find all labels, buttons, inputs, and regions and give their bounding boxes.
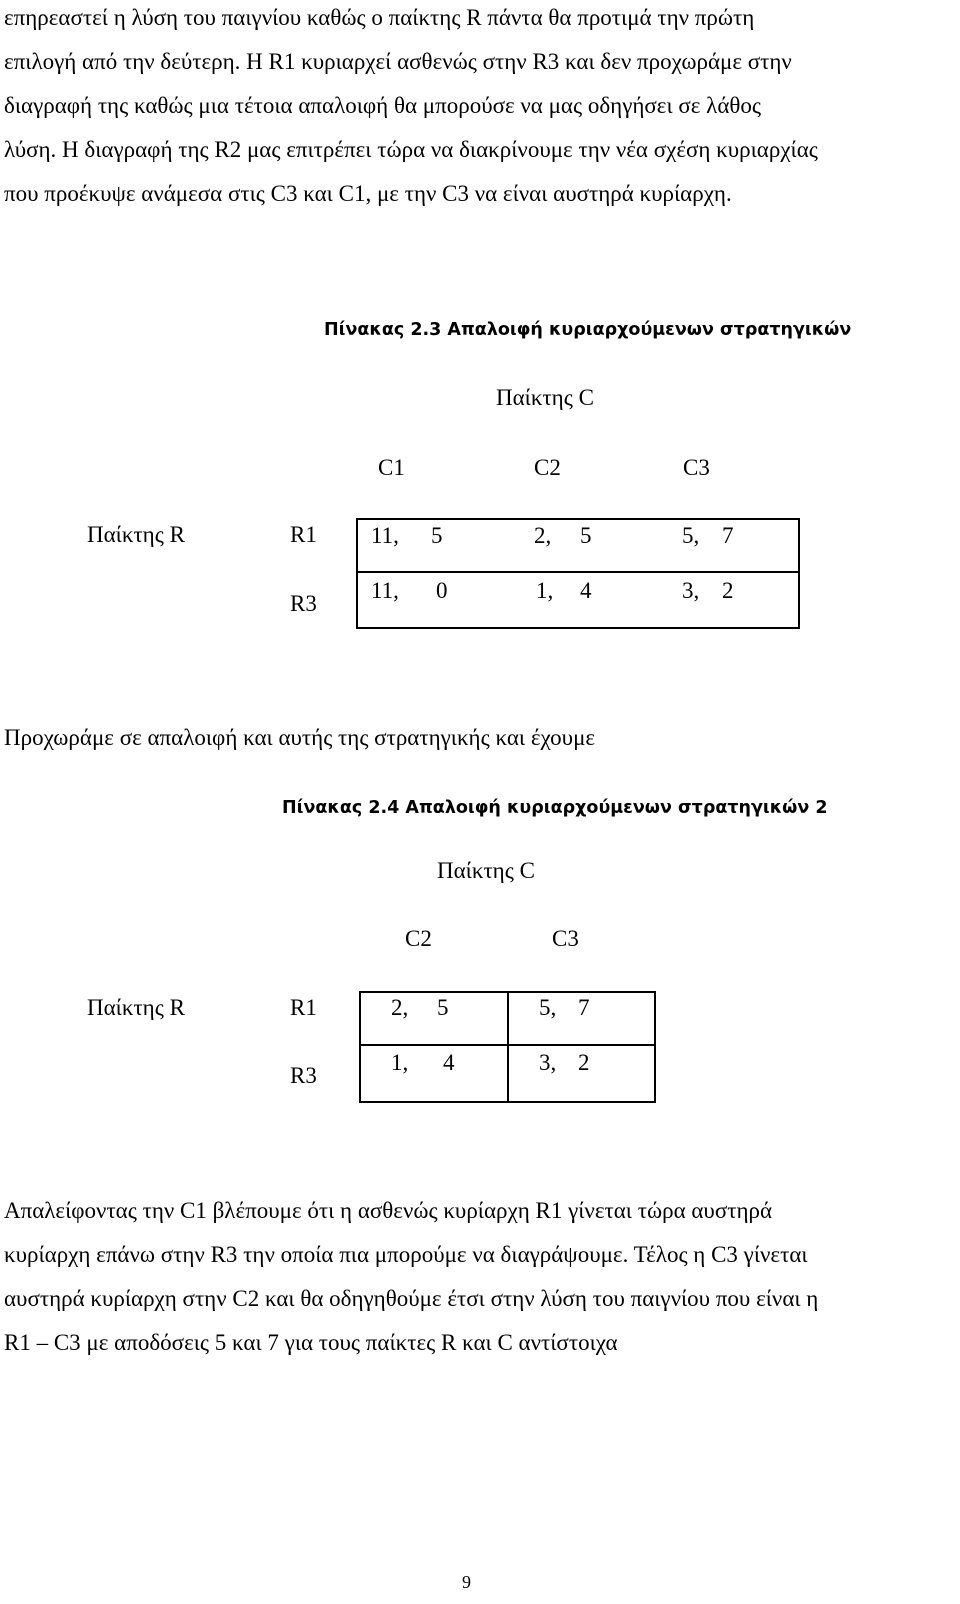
table-2-4-cell-r3-c3-b: 2 <box>578 1050 590 1075</box>
intro-line-2: επιλογή από την δεύτερη. Η R1 κυριαρχεί ασθενώς στην R3 και δεν προχωράμε στην <box>4 49 792 74</box>
table-2-4-cell-r1-c3-b: 7 <box>578 995 590 1020</box>
intro-line-4: λύση. Η διαγραφή της R2 μας επιτρέπει τώρα να διακρίνουμε την νέα σχέση κυριαρχίας <box>4 137 818 162</box>
intro-line-3: διαγραφή της καθώς μια τέτοια απαλοιφή θα μπορούσε να μας οδηγήσει σε λάθος <box>4 93 762 118</box>
table-2-4-cell-r3-c3-a: 3, <box>539 1050 557 1075</box>
table-2-4-col-divider <box>507 991 509 1103</box>
table-2-3-col-c1: C1 <box>378 455 405 480</box>
table-2-4-cell-r1-c3-a: 5, <box>539 995 557 1020</box>
table-2-3-col-player: Παίκτης C <box>496 385 594 410</box>
table-2-3-cell-r3-c3-a: 3, <box>682 578 700 603</box>
table-2-4-row-player: Παίκτης R <box>87 995 185 1020</box>
table-2-3-caption: Πίνακας 2.3 Απαλοιφή κυριαρχούμενων στρατηγικών <box>324 320 852 340</box>
table-2-3-cell-r3-c1-b: 0 <box>436 578 448 603</box>
intro-line-1: επηρεαστεί η λύση του παιγνίου καθώς ο παίκτης R πάντα θα προτιμά την πρώτη <box>4 5 755 30</box>
table-2-4-col-c2: C2 <box>405 926 432 951</box>
conclusion-line-1: Απαλείφοντας την C1 βλέπουμε ότι η ασθενώς κυρίαρχη R1 γίνεται τώρα αυστηρά <box>4 1198 773 1223</box>
table-2-3-cell-r1-c3-b: 7 <box>722 523 734 548</box>
page-number: 9 <box>462 1572 471 1592</box>
table-2-4-cell-r3-c2-b: 4 <box>443 1050 455 1075</box>
table-2-4-cell-r1-c2-a: 2, <box>391 995 409 1020</box>
middle-line: Προχωράμε σε απαλοιφή και αυτής της στρατηγικής και έχουμε <box>4 725 596 750</box>
table-2-3-cell-r1-c1-a: 11, <box>371 523 399 548</box>
table-2-3-row-divider <box>356 571 800 573</box>
table-2-4-cell-r3-c2-a: 1, <box>391 1050 409 1075</box>
conclusion-line-2: κυρίαρχη επάνω στην R3 την οποία πια μπορούμε να διαγράψουμε. Τέλος η C3 γίνεται <box>4 1242 808 1267</box>
table-2-3-col-c2: C2 <box>534 455 561 480</box>
table-2-3-row-player: Παίκτης R <box>87 522 185 547</box>
table-2-3-cell-r3-c2-a: 1, <box>536 578 554 603</box>
table-2-3-cell-r1-c2-b: 5 <box>580 523 592 548</box>
table-2-3-cell-r3-c1-a: 11, <box>371 578 399 603</box>
table-2-3-cell-r3-c2-b: 4 <box>580 578 592 603</box>
conclusion-line-3: αυστηρά κυρίαρχη στην C2 και θα οδηγηθούμε έτσι στην λύση του παιγνίου που είναι η <box>4 1286 819 1311</box>
table-2-4-row-r3: R3 <box>290 1063 317 1088</box>
conclusion-paragraph <box>4 1189 954 1365</box>
intro-line-5: που προέκυψε ανάμεσα στις C3 και C1, με την C3 να είναι αυστηρά κυρίαρχη. <box>4 181 732 206</box>
table-2-3-cell-r1-c1-b: 5 <box>431 523 443 548</box>
table-2-4-col-c3: C3 <box>552 926 579 951</box>
table-2-3-cell-r3-c3-b: 2 <box>722 578 734 603</box>
table-2-4-caption: Πίνακας 2.4 Απαλοιφή κυριαρχούμενων στρατηγικών 2 <box>282 798 828 818</box>
conclusion-line-4: R1 – C3 με αποδόσεις 5 και 7 για τους παίκτες R και C αντίστοιχα <box>4 1330 618 1355</box>
table-2-3-cell-r1-c2-a: 2, <box>534 523 552 548</box>
table-2-3-col-c3: C3 <box>683 455 710 480</box>
middle-paragraph <box>4 716 954 760</box>
table-2-4-cell-r1-c2-b: 5 <box>437 995 449 1020</box>
table-2-4-col-player: Παίκτης C <box>437 858 535 883</box>
intro-paragraph <box>4 0 954 216</box>
table-2-3-row-r1: R1 <box>290 522 317 547</box>
table-2-3-row-r3: R3 <box>290 591 317 616</box>
table-2-4-row-r1: R1 <box>290 995 317 1020</box>
table-2-3-cell-r1-c3-a: 5, <box>682 523 700 548</box>
